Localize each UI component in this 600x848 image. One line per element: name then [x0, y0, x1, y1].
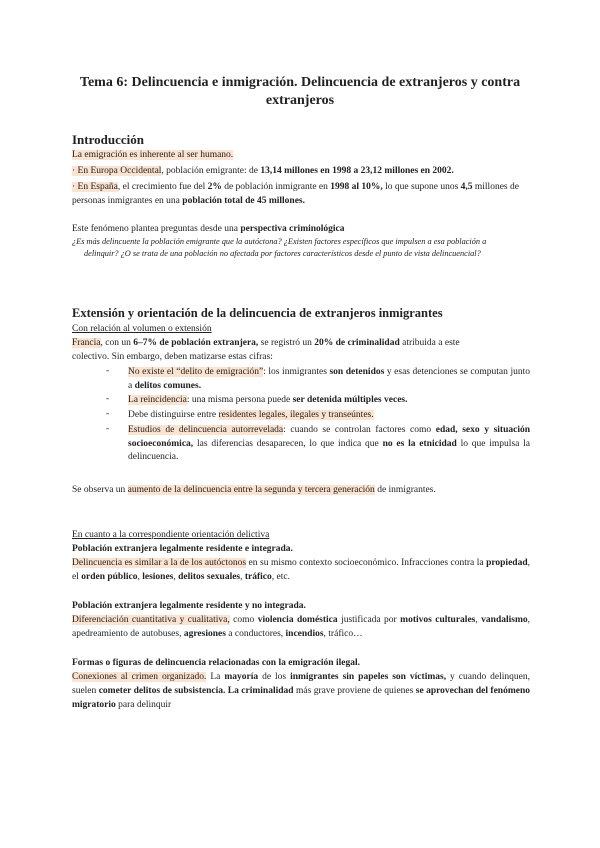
highlight: Diferenciación cuantitativa y cualitativa,	[72, 615, 230, 625]
text: ,	[475, 615, 482, 625]
bold-text: 2%	[207, 182, 222, 192]
highlight: Conexiones al crimen organizado.	[72, 672, 207, 682]
intro-paragraph-4	[72, 222, 530, 236]
extension-paragraph-2	[72, 483, 530, 497]
text: La	[206, 672, 225, 682]
orientation-paragraph-2	[72, 613, 530, 641]
bold-text: 13,14 millones en 1998 a 23,12 millones en 2002.	[260, 166, 454, 176]
text: : cuando se controlan factores como	[283, 425, 436, 435]
bold-text: incendios	[285, 629, 324, 639]
bold-text: violencia doméstica	[257, 615, 338, 625]
highlight: · En Europa Occidental	[72, 166, 162, 176]
highlight: residentes legales, ilegales y transeúntes.	[218, 410, 374, 420]
bold-text: delitos comunes.	[134, 380, 202, 391]
bullet-item-4	[128, 424, 530, 465]
text: , tráfico…	[323, 629, 363, 639]
intro-question-2: delinquir? ¿O se trata de una población no afectada por factores característicos desde el punto de vista delincuencial?	[84, 249, 481, 258]
text: de los	[258, 672, 291, 682]
bullet-dash: -	[106, 424, 110, 434]
bold-text: lesiones	[142, 572, 174, 582]
text: las diferencias desaparecen, lo que indica que	[193, 438, 383, 449]
text: atribuida a este	[399, 338, 460, 348]
highlight: Estudios de delincuencia autorrevelada	[128, 425, 284, 435]
text: como	[229, 615, 258, 625]
text: de inmigrantes.	[374, 485, 436, 495]
text: ,	[137, 572, 143, 582]
orientation-heading-3: Formas o figuras de delincuencia relacionadas con la emigración ilegal.	[72, 658, 360, 668]
highlight: La reincidencia	[128, 395, 187, 405]
intro-paragraph-3	[72, 180, 530, 208]
text: , con un	[100, 338, 134, 348]
text: millones de personas inmigrantes en una	[72, 182, 519, 206]
orientation-paragraph-1	[72, 556, 530, 584]
bold-text: La criminalidad	[227, 686, 294, 696]
bold-text: 20% de criminalidad	[314, 338, 400, 348]
orientation-heading-2: Población extranjera legalmente residente y no integrada.	[72, 601, 306, 611]
text: y cuando delinquen, suelen	[72, 672, 530, 696]
text: , etc.	[271, 572, 290, 582]
text: y esas detenciones se computan junto a	[128, 367, 530, 391]
bold-text: vandalismo	[481, 615, 528, 625]
subheading-orientacion: En cuanto a la correspondiente orientación delictiva	[72, 530, 270, 540]
text: justificada por	[337, 615, 401, 625]
bold-text: perspectiva criminológica	[240, 224, 345, 234]
highlight: · En España	[72, 182, 118, 192]
bold-text: mayoría	[224, 672, 259, 682]
bullet-dash: -	[106, 394, 110, 404]
bold-text: agresiones	[183, 629, 226, 639]
text: : una misma persona puede	[186, 395, 293, 405]
extension-paragraph-1	[72, 336, 530, 364]
intro-line-2	[72, 164, 530, 178]
orientation-paragraph-3	[72, 670, 530, 712]
bullet-dash: -	[106, 409, 110, 419]
text: Este fenómeno plantea preguntas desde una	[72, 224, 241, 234]
bold-text: edad, sexo y situación socioeconómica,	[128, 425, 530, 449]
highlight: No existe el “delito de emigración”	[128, 367, 264, 377]
text: , población emigrante: de	[161, 166, 261, 176]
text: ,	[173, 572, 179, 582]
bold-text: delitos sexuales	[178, 572, 241, 582]
text: Se observa un	[72, 485, 128, 495]
orientation-heading-1: Población extranjera legalmente residente e integrada.	[72, 544, 293, 554]
text: , el crecimiento fue del	[117, 182, 208, 192]
intro-line-1	[72, 148, 530, 162]
text: colectivo. Sin embargo, deben matizarse estas cifras:	[72, 352, 273, 362]
text: Debe distinguirse entre	[128, 410, 219, 420]
highlight: aumento de la delincuencia entre la segunda y tercera generación	[127, 485, 375, 495]
text: más grave proviene de quienes	[293, 686, 416, 696]
text: se registró un	[258, 338, 315, 348]
section-heading-extension: Extensión y orientación de la delincuencia de extranjeros inmigrantes	[72, 306, 443, 320]
subheading-volumen: Con relación al volumen o extensión	[72, 324, 212, 334]
highlight: Delincuencia es similar a la de los autóctonos	[72, 558, 247, 568]
bold-text: motivos culturales	[400, 615, 476, 625]
bold-text: son detenidos	[329, 367, 385, 377]
text: a conductores,	[225, 629, 286, 639]
text: : los inmigrantes	[263, 367, 330, 377]
text: lo que impulsa la delincuencia.	[128, 438, 531, 462]
bullet-item-2	[128, 394, 530, 408]
text: , el	[72, 558, 530, 582]
highlight: La emigración es inherente al ser humano.	[72, 150, 234, 160]
bold-text: orden público	[81, 572, 138, 582]
bold-text: 6–7% de población extranjera,	[133, 338, 259, 348]
text: , apedreamiento de autobuses,	[72, 615, 531, 639]
bold-text: inmigrantes sin papeles son víctimas,	[290, 672, 447, 682]
section-heading-introduccion: Introducción	[72, 132, 144, 147]
text: ,	[240, 572, 245, 582]
text: en su mismo contexto socioeconómico. Infracciones contra la	[246, 558, 487, 568]
bold-text: cometer delitos de subsistencia.	[98, 686, 226, 696]
highlight: Francia	[72, 338, 101, 348]
page-title: Tema 6: Delincuencia e inmigración. Delincuencia de extranjeros y contra extranjeros	[79, 75, 521, 108]
bold-text: propiedad	[486, 558, 528, 568]
bullet-item-1	[128, 366, 530, 393]
bold-text: población total de 45 millones.	[182, 196, 305, 206]
bold-text: 1998 al 10%,	[330, 182, 383, 192]
bold-text: no es la etnicidad	[382, 438, 457, 449]
bold-text: se aprovechan del fenómeno migratorio	[72, 686, 531, 710]
bold-text: tráfico	[244, 572, 272, 582]
bullet-dash: -	[106, 366, 110, 376]
intro-question-1: ¿Es más delincuente la población emigrante que la autóctona? ¿Existen factores específicos que impulsen a esa población a	[72, 237, 487, 246]
text: de población inmigrante en	[221, 182, 331, 192]
bold-text: ser detenida múltiples veces.	[292, 395, 408, 405]
bullet-item-3	[128, 409, 530, 423]
text: para delinquir	[115, 700, 172, 710]
text: lo que supone unos	[382, 182, 461, 192]
bold-text: 4,5	[460, 182, 473, 192]
